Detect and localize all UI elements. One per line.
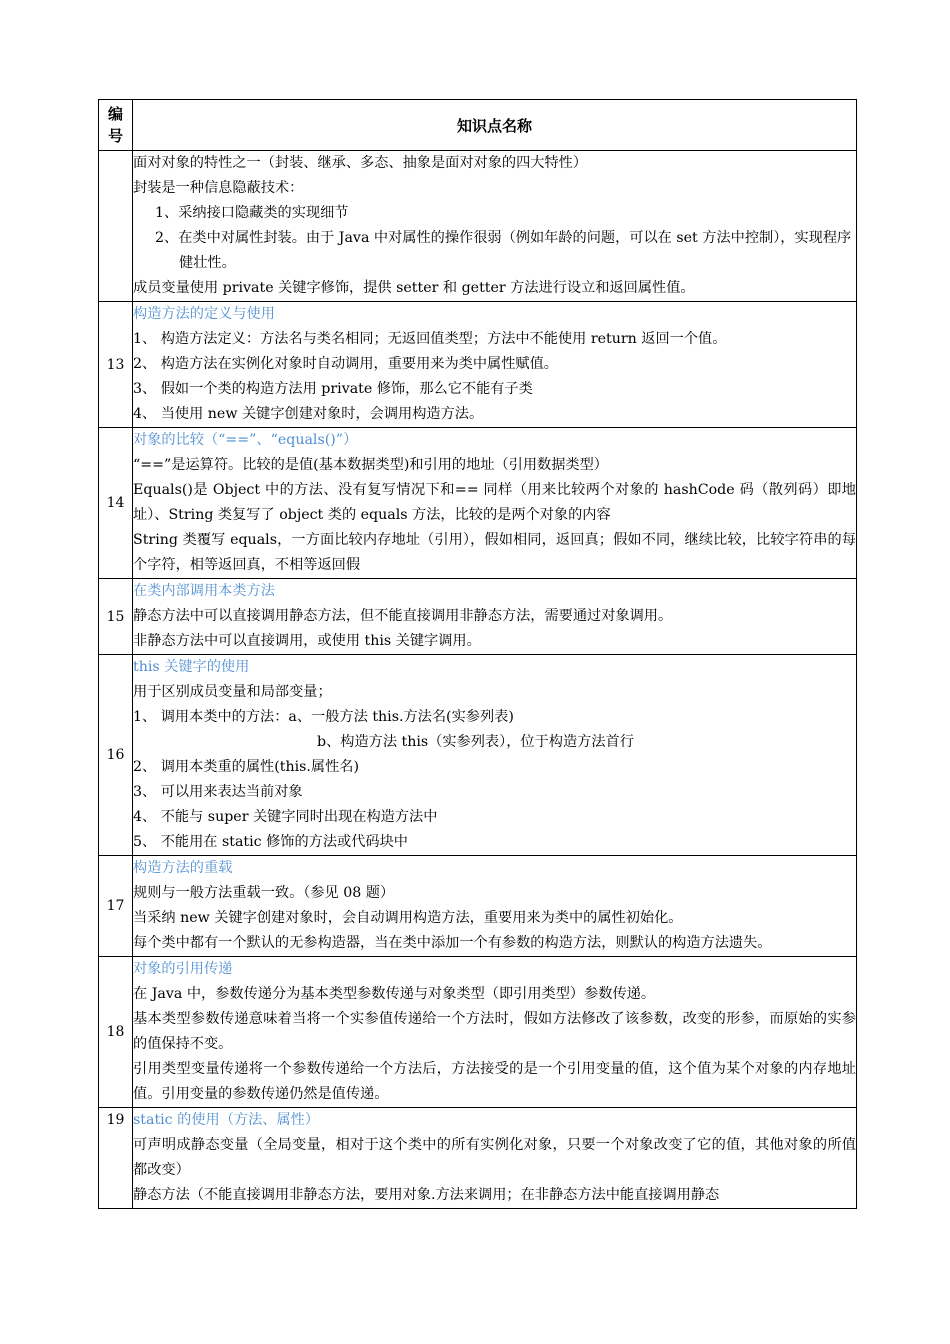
row-line: b、构造方法 this（实参列表），位于构造方法首行 xyxy=(317,734,634,750)
row-line: 每个类中都有一个默认的无参构造器，当在类中添加一个有参数的构造方法，则默认的构造方法遗失。 xyxy=(133,935,772,951)
row-title: 在类内部调用本类方法 xyxy=(133,583,275,599)
row-line: 4、 当使用 new 关键字创建对象时，会调用构造方法。 xyxy=(133,406,484,422)
row-line: 用于区别成员变量和局部变量； xyxy=(133,684,332,700)
row-content xyxy=(133,579,857,655)
row-number: 14 xyxy=(99,428,133,579)
table-row xyxy=(99,957,857,1108)
row-content xyxy=(133,428,857,579)
row-content xyxy=(133,1108,857,1209)
row-content xyxy=(133,302,857,428)
row-line: 1、 构造方法定义：方法名与类名相同；无返回值类型；方法中不能使用 return 返回一个值。 xyxy=(133,331,727,347)
knowledge-table xyxy=(98,99,857,1209)
row-line: 3、 假如一个类的构造方法用 private 修饰，那么它不能有子类 xyxy=(133,381,533,397)
row-line: 1、采纳接口隐藏类的实现细节 xyxy=(155,205,349,221)
header-num-char-2: 号 xyxy=(107,127,123,145)
row-line: 当采纳 new 关键字创建对象时，会自动调用构造方法，重要用来为类中的属性初始化。 xyxy=(133,910,683,926)
row-content xyxy=(133,151,857,302)
row-line: 2、在类中对属性封装。由于 Java 中对属性的操作很弱（例如年龄的问题，可以在 set 方法中控制），实现程序健壮性。 xyxy=(155,230,852,271)
table-row xyxy=(99,856,857,957)
table-header-row xyxy=(99,100,857,151)
table-row xyxy=(99,302,857,428)
row-line: 2、 调用本类重的属性(this.属性名) xyxy=(133,759,360,775)
row-title: 构造方法的定义与使用 xyxy=(133,306,275,322)
row-line: 4、 不能与 super 关键字同时出现在构造方法中 xyxy=(133,809,438,825)
row-line: 面对对象的特性之一（封装、继承、多态、抽象是面对对象的四大特性） xyxy=(133,155,588,171)
row-title: this 关键字的使用 xyxy=(133,659,250,675)
table-row xyxy=(99,655,857,856)
row-line: 3、 可以用来表达当前对象 xyxy=(133,784,303,800)
row-content xyxy=(133,655,857,856)
row-number xyxy=(99,151,133,302)
row-line: 引用类型变量传递将一个参数传递给一个方法后，方法接受的是一个引用变量的值，这个值为某个对象的内存地址值。引用变量的参数传递仍然是值传递。 xyxy=(133,1061,856,1102)
row-line: 规则与一般方法重载一致。（参见 08 题） xyxy=(133,885,395,901)
row-line: 在 Java 中，参数传递分为基本类型参数传递与对象类型（即引用类型）参数传递。 xyxy=(133,986,656,1002)
row-title: 对象的比较（“==”、“equals()”） xyxy=(133,432,358,448)
row-title: static 的使用（方法、属性） xyxy=(133,1112,320,1128)
row-line: 非静态方法中可以直接调用，或使用 this 关键字调用。 xyxy=(133,633,481,649)
row-number: 13 xyxy=(99,302,133,428)
row-number: 19 xyxy=(99,1108,133,1209)
row-line: 2、 构造方法在实例化对象时自动调用，重要用来为类中属性赋值。 xyxy=(133,356,558,372)
row-line: 静态方法中可以直接调用静态方法，但不能直接调用非静态方法，需要通过对象调用。 xyxy=(133,608,673,624)
row-content xyxy=(133,957,857,1108)
row-line: String 类覆写 equals，一方面比较内存地址（引用），假如相同，返回真；假如不同，继续比较，比较字符串的每个字符，相等返回真，不相等返回假 xyxy=(133,532,856,573)
header-num-char-1: 编 xyxy=(107,105,123,123)
table-row xyxy=(99,428,857,579)
row-line: 基本类型参数传递意味着当将一个实参值传递给一个方法时，假如方法修改了该参数，改变的形参，而原始的实参的值保持不变。 xyxy=(133,1011,856,1052)
row-number: 18 xyxy=(99,957,133,1108)
row-title: 对象的引用传递 xyxy=(133,961,233,977)
row-line: 封装是一种信息隐蔽技术： xyxy=(133,180,304,196)
row-number: 17 xyxy=(99,856,133,957)
row-line: 1、 调用本类中的方法：a、一般方法 this.方法名(实参列表) xyxy=(133,709,514,725)
row-content xyxy=(133,856,857,957)
row-line: 可声明成静态变量（全局变量，相对于这个类中的所有实例化对象，只要一个对象改变了它的值，其他对象的所值都改变） xyxy=(133,1137,856,1178)
row-title: 构造方法的重载 xyxy=(133,860,233,876)
row-line: Equals()是 Object 中的方法、没有复写情况下和== 同样（用来比较两个对象的 hashCode 码（散列码）即地址）、String 类复写了 object 类的 equals 方法，比较的是两个对象的内容 xyxy=(133,482,856,523)
row-number: 15 xyxy=(99,579,133,655)
header-num xyxy=(99,100,133,151)
table-row xyxy=(99,579,857,655)
table-row xyxy=(99,1108,857,1209)
row-line: 成员变量使用 private 关键字修饰，提供 setter 和 getter 方法进行设立和返回属性值。 xyxy=(133,280,695,296)
row-number: 16 xyxy=(99,655,133,856)
row-line: 静态方法（不能直接调用非静态方法，要用对象.方法来调用；在非静态方法中能直接调用静态 xyxy=(133,1187,720,1203)
row-line: 5、 不能用在 static 修饰的方法或代码块中 xyxy=(133,834,408,850)
header-name: 知识点名称 xyxy=(133,100,857,151)
table-row xyxy=(99,151,857,302)
row-line: “==”是运算符。比较的是值(基本数据类型)和引用的地址（引用数据类型） xyxy=(133,457,608,473)
